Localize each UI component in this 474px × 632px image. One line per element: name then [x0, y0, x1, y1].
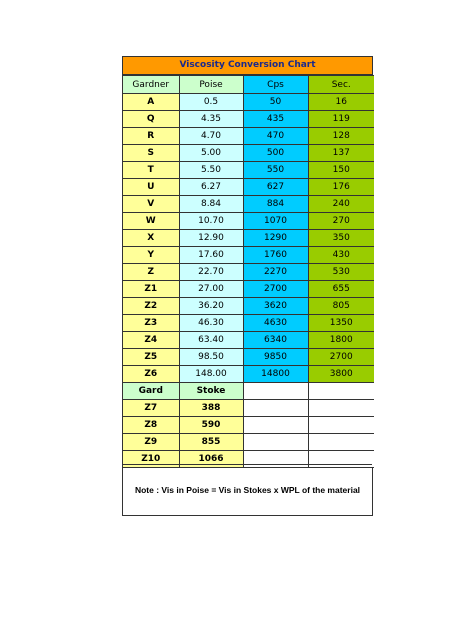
- gardner-cell: Z4: [123, 332, 179, 349]
- cps-cell: 6340: [243, 332, 308, 349]
- stoke-row: [123, 434, 374, 451]
- header-sec: Sec.: [308, 76, 374, 94]
- poise-cell: 4.35: [179, 111, 243, 128]
- table-row: [123, 281, 374, 298]
- table-row: [123, 128, 374, 145]
- gardner-cell: T: [123, 162, 179, 179]
- sec-cell: 1350: [308, 315, 374, 332]
- cps-cell: 884: [243, 196, 308, 213]
- table-row: [123, 94, 374, 111]
- conversion-table-body: [123, 76, 374, 468]
- cps-cell: 435: [243, 111, 308, 128]
- stoke-row: [123, 400, 374, 417]
- sec-cell: 530: [308, 264, 374, 281]
- cps-cell: 4630: [243, 315, 308, 332]
- poise-cell: 5.50: [179, 162, 243, 179]
- table-row: [123, 196, 374, 213]
- gardner-cell: S: [123, 145, 179, 162]
- poise-cell: 10.70: [179, 213, 243, 230]
- poise-cell: 8.84: [179, 196, 243, 213]
- cps-cell: 14800: [243, 366, 308, 383]
- sec-cell: 176: [308, 179, 374, 196]
- gardner-cell: R: [123, 128, 179, 145]
- note-text: Note : Vis in Poise = Vis in Stokes x WPL of the material: [123, 464, 372, 515]
- gardner-cell: Y: [123, 247, 179, 264]
- stoke-row: [123, 417, 374, 434]
- sec-cell: 128: [308, 128, 374, 145]
- table-row: [123, 264, 374, 281]
- cps-cell: 9850: [243, 349, 308, 366]
- table-row: [123, 179, 374, 196]
- poise-cell: 148.00: [179, 366, 243, 383]
- gard-cell: Z9: [123, 434, 179, 451]
- poise-cell: 4.70: [179, 128, 243, 145]
- poise-cell: 17.60: [179, 247, 243, 264]
- header-cps: Cps: [243, 76, 308, 94]
- cps-cell: 470: [243, 128, 308, 145]
- table-row: [123, 230, 374, 247]
- header-poise: Poise: [179, 76, 243, 94]
- gardner-cell: X: [123, 230, 179, 247]
- cps-cell: 2270: [243, 264, 308, 281]
- header-row: [123, 76, 374, 94]
- stoke-header-row: [123, 383, 374, 400]
- table-row: [123, 349, 374, 366]
- poise-cell: 22.70: [179, 264, 243, 281]
- gardner-cell: A: [123, 94, 179, 111]
- table-row: [123, 111, 374, 128]
- sec-cell: 119: [308, 111, 374, 128]
- table-row: [123, 315, 374, 332]
- sec-cell: 805: [308, 298, 374, 315]
- poise-cell: 98.50: [179, 349, 243, 366]
- sec-cell: 150: [308, 162, 374, 179]
- conversion-table: [123, 75, 374, 468]
- sec-cell: 3800: [308, 366, 374, 383]
- gardner-cell: Q: [123, 111, 179, 128]
- table-row: [123, 162, 374, 179]
- gardner-cell: U: [123, 179, 179, 196]
- sec-cell: 16: [308, 94, 374, 111]
- empty-cell: [243, 400, 308, 417]
- table-row: [123, 298, 374, 315]
- cps-cell: 627: [243, 179, 308, 196]
- cps-cell: 50: [243, 94, 308, 111]
- empty-cell: [308, 383, 374, 400]
- cps-cell: 1760: [243, 247, 308, 264]
- gardner-cell: Z: [123, 264, 179, 281]
- stoke-cell: 388: [179, 400, 243, 417]
- empty-cell: [243, 383, 308, 400]
- empty-cell: [243, 434, 308, 451]
- empty-cell: [308, 434, 374, 451]
- gardner-cell: Z6: [123, 366, 179, 383]
- cps-cell: 500: [243, 145, 308, 162]
- empty-cell: [243, 417, 308, 434]
- cps-cell: 1070: [243, 213, 308, 230]
- gardner-cell: Z2: [123, 298, 179, 315]
- poise-cell: 12.90: [179, 230, 243, 247]
- poise-cell: 27.00: [179, 281, 243, 298]
- gard-cell: Z10: [123, 451, 179, 468]
- sec-cell: 137: [308, 145, 374, 162]
- table-row: [123, 213, 374, 230]
- gard-cell: Z8: [123, 417, 179, 434]
- sec-cell: 1800: [308, 332, 374, 349]
- cps-cell: 3620: [243, 298, 308, 315]
- poise-cell: 63.40: [179, 332, 243, 349]
- poise-cell: 0.5: [179, 94, 243, 111]
- stoke-cell: 1066: [179, 451, 243, 468]
- poise-cell: 36.20: [179, 298, 243, 315]
- chart-title: Viscosity Conversion Chart: [123, 57, 372, 75]
- gardner-cell: Z3: [123, 315, 179, 332]
- table-row: [123, 145, 374, 162]
- empty-cell: [308, 400, 374, 417]
- poise-cell: 46.30: [179, 315, 243, 332]
- sec-cell: 2700: [308, 349, 374, 366]
- gard-cell: Z7: [123, 400, 179, 417]
- header-gardner: Gardner: [123, 76, 179, 94]
- sec-cell: 240: [308, 196, 374, 213]
- sec-cell: 350: [308, 230, 374, 247]
- stoke-cell: 590: [179, 417, 243, 434]
- stoke-cell: 855: [179, 434, 243, 451]
- sec-cell: 430: [308, 247, 374, 264]
- gardner-cell: Z1: [123, 281, 179, 298]
- header-stoke: Stoke: [179, 383, 243, 400]
- table-row: [123, 366, 374, 383]
- sec-cell: 655: [308, 281, 374, 298]
- gardner-cell: Z5: [123, 349, 179, 366]
- header-gard: Gard: [123, 383, 179, 400]
- cps-cell: 2700: [243, 281, 308, 298]
- empty-cell: [308, 417, 374, 434]
- poise-cell: 5.00: [179, 145, 243, 162]
- gardner-cell: V: [123, 196, 179, 213]
- table-row: [123, 247, 374, 264]
- gardner-cell: W: [123, 213, 179, 230]
- cps-cell: 1290: [243, 230, 308, 247]
- viscosity-chart: [122, 56, 373, 516]
- cps-cell: 550: [243, 162, 308, 179]
- sec-cell: 270: [308, 213, 374, 230]
- poise-cell: 6.27: [179, 179, 243, 196]
- table-row: [123, 332, 374, 349]
